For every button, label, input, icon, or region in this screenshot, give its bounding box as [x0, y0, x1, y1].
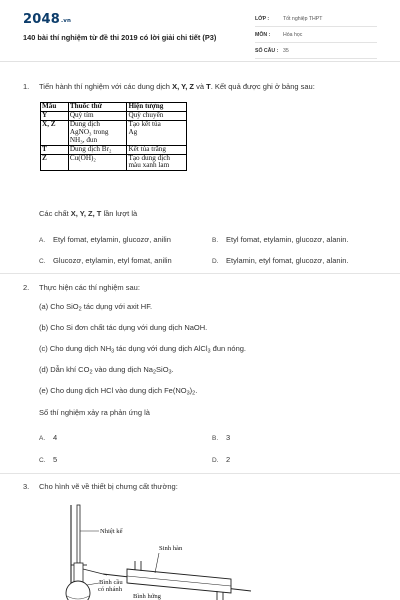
meta-key: MÔN : [255, 32, 271, 39]
reagent-cell: Cu(OH)₂ [68, 154, 127, 171]
result-cell: Tạo kết tủa Ag [127, 120, 187, 145]
question-text: Cho hình vẽ về thiết bị chưng cất thường: [39, 482, 178, 491]
result-cell: Quỳ chuyển [127, 111, 187, 120]
answer-option-b[interactable]: B. Etyl fomat, etylamin, glucozơ, alanin. [212, 235, 349, 244]
site-logo[interactable]: 2048.vn [23, 12, 72, 27]
question-number: 1. [23, 82, 30, 91]
page-header [0, 0, 400, 62]
answer-option-d[interactable]: D. Etylamin, etyl fomat, glucozơ, alanin. [212, 256, 349, 265]
experiment-item: (d) Dẫn khí $CO_2$ vào dung dịch $Na_2SiO_3$. [39, 365, 174, 376]
experiment-item: (e) Cho dung dịch HCl vào dung dịch $Fe(NO_3)_2$. [39, 386, 198, 397]
question-divider [0, 273, 400, 274]
flask-neck [74, 563, 83, 583]
answer-option-d[interactable]: D. 2 [212, 455, 231, 464]
answer-option-c[interactable]: C. 5 [39, 455, 58, 464]
receiver-label: Bình hứng [133, 593, 161, 600]
thermometer [77, 505, 80, 563]
sample-cell: T [41, 145, 69, 154]
table-row [41, 111, 187, 120]
question-number: 2. [23, 283, 30, 292]
column-header: Thuốc thử [68, 103, 127, 112]
meta-subject-row [255, 29, 377, 43]
answer-option-b[interactable]: B. 3 [212, 433, 231, 442]
experiment-item: (b) Cho Si đơn chất tác dụng với dung dịch NaOH. [39, 323, 208, 332]
question-prompt: Số thí nghiệm xảy ra phản ứng là [39, 408, 150, 417]
flask-pointer [87, 583, 99, 585]
question-text: Thực hiện các thí nghiệm sau: [39, 283, 140, 292]
experiment-table [40, 102, 187, 171]
table-header-row [41, 103, 187, 112]
sample-cell: Z [41, 154, 69, 171]
answer-option-c[interactable]: C. Glucozơ, etylamin, etyl fomat, anilin [39, 256, 172, 265]
condenser-pointer [155, 553, 159, 573]
meta-key: SỐ CÂU : [255, 48, 279, 55]
flask-label: có nhánh [98, 586, 122, 593]
distillation-apparatus-diagram [55, 503, 355, 600]
thermometer-label: Nhiệt kế [100, 528, 123, 535]
reagent-cell: Dung dịch AgNO₃ trong NH₃, đun [68, 120, 127, 145]
meta-count-row [255, 45, 377, 59]
question-prompt: Các chất X, Y, Z, T lần lượt là [39, 209, 138, 218]
experiment-item: (c) Cho dung dịch $NH_3$ tác dụng với dung dịch AlCl$_3$ đun nóng. [39, 344, 247, 355]
question-divider [0, 473, 400, 474]
document-title: 140 bài thí nghiệm từ đề thi 2019 có lời giải chi tiết (P3) [23, 33, 217, 42]
result-cell: Kết tủa trắng [127, 145, 187, 154]
meta-key: LỚP : [255, 16, 270, 23]
sample-cell: Y [41, 111, 69, 120]
column-header: Hiện tượng [127, 103, 187, 112]
sample-cell: X, Z [41, 120, 69, 145]
table-row [41, 145, 187, 154]
table-row [41, 120, 187, 145]
answer-option-a[interactable]: A. 4 [39, 433, 58, 442]
answer-option-a[interactable]: A. Etyl fomat, etylamin, glucozơ, anilin [39, 235, 171, 244]
meta-value: Tốt nghiệp THPT [283, 16, 323, 23]
meta-value: 35 [283, 48, 289, 55]
reagent-cell: Dung dịch Br₂ [68, 145, 127, 154]
condenser-label: Sinh hàn [159, 545, 183, 552]
table-row [41, 154, 187, 171]
question-number: 3. [23, 482, 30, 491]
meta-value: Hóa học [283, 32, 303, 39]
experiment-item: (a) Cho SiO$_2$ tác dụng với axit HF. [39, 302, 153, 313]
flask-label: Bình cầu [99, 579, 123, 586]
result-cell: Tạo dung dịch màu xanh lam [127, 154, 187, 171]
reagent-cell: Quỳ tím [68, 111, 127, 120]
question-text: Tiến hành thí nghiệm với các dung dịch X, Y, Z và T. Kết quả được ghi ở bảng sau: [39, 82, 315, 91]
column-header: Mẫu [41, 103, 69, 112]
meta-class-row [255, 13, 377, 27]
